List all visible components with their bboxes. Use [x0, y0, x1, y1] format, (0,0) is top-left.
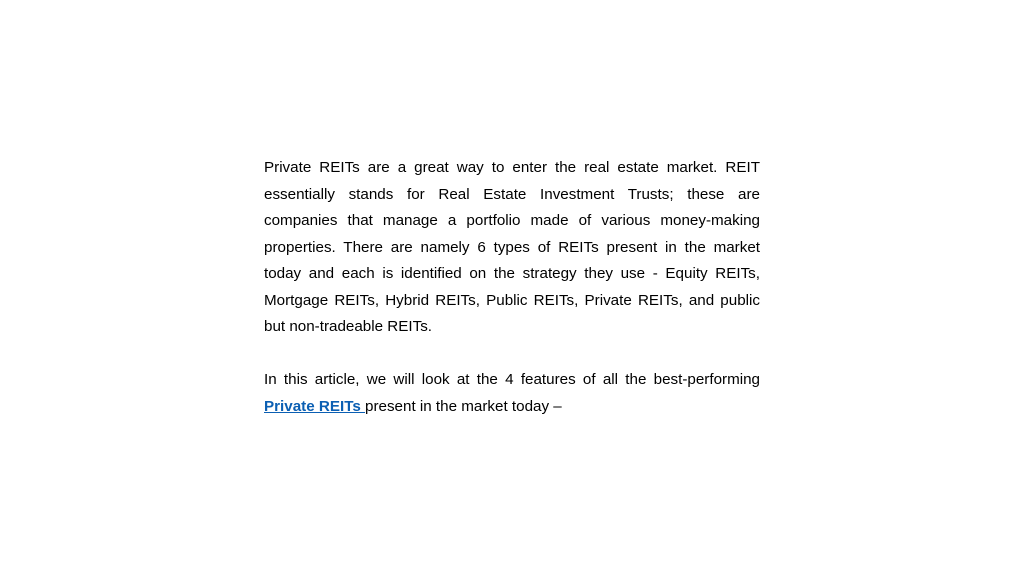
article-paragraph [264, 367, 760, 420]
body-text [264, 155, 760, 420]
private-reits-link[interactable]: Private REITs [264, 397, 366, 415]
article-text-end: present in the market today – [365, 397, 562, 415]
intro-paragraph: Private REITs are a great way to enter the real estate market. REIT essentially stands for Real Estate Investment Trusts; these are companies that manage a portfolio made of various money-making properties. There are namely 6 types of REITs present in the market today and each is identified on the strategy they use - Equity REITs, Mortgage REITs, Hybrid REITs, Public REITs, Private REITs, and public but non-tradeable REITs. [264, 159, 760, 335]
article-text-start: In this article, we will look at the 4 features of all the best-performing [264, 371, 760, 388]
